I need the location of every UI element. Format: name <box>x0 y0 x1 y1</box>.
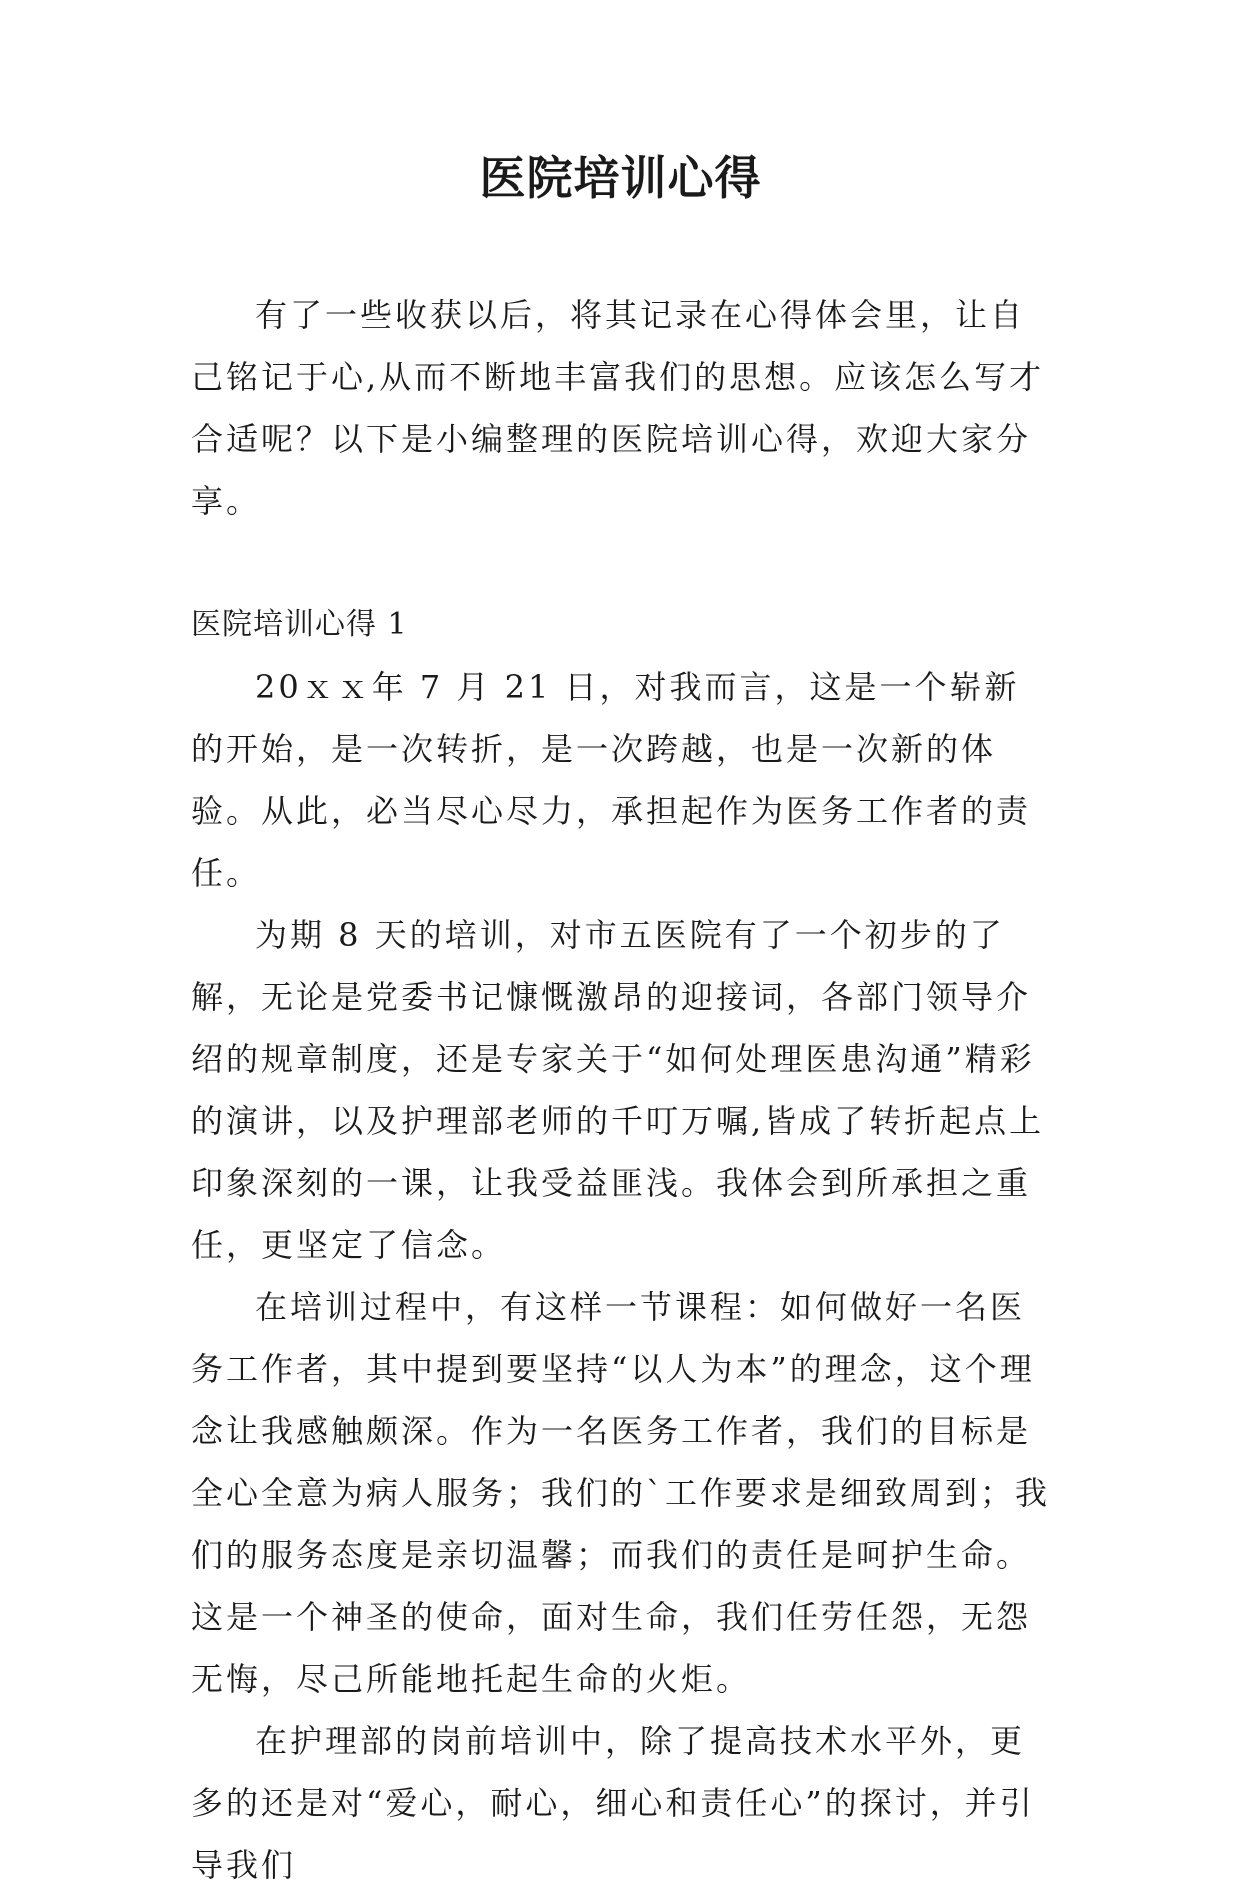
section-heading: 医院培训心得 1 <box>191 607 408 642</box>
body-paragraph-4: 在护理部的岗前培训中，除了提高技术水平外，更多的还是对“爱心，耐心，细心和责任心”的探讨，并引导我们 <box>191 1722 1035 1884</box>
body-paragraph-2: 为期 8 天的培训，对市五医院有了一个初步的了解，无论是党委书记慷慨激昂的迎接词，各部门领导介绍的规章制度，还是专家关于“如何处理医患沟通”精彩的演讲，以及护理部老师的千叮万嘱,皆成了转折起点上印象深刻的一课，让我受益匪浅。我体会到所承担之重任，更坚定了信念。 <box>191 916 1045 1264</box>
intro-paragraph: 有了一些收获以后，将其记录在心得体会里，让自己铭记于心,从而不断地丰富我们的思想。应该怎么写才合适呢？以下是小编整理的医院培训心得，欢迎大家分享。 <box>191 296 1045 520</box>
document-title: 医院培训心得 <box>479 151 762 205</box>
body-paragraph-3: 在培训过程中，有这样一节课程：如何做好一名医务工作者，其中提到要坚持“以人为本”的理念，这个理念让我感触颇深。作为一名医务工作者，我们的目标是全心全意为病人服务；我们的`工作要求是细致周到；我们的服务态度是亲切温馨；而我们的责任是呵护生命。这是一个神圣的使命，面对生命，我们任劳任怨，无怨无悔，尽己所能地托起生命的火炬。 <box>191 1288 1051 1698</box>
body-paragraph-1: 20ｘｘ年 7 月 21 日，对我而言，这是一个崭新的开始，是一次转折，是一次跨越，也是一次新的体验。从此，必当尽心尽力，承担起作为医务工作者的责任。 <box>191 668 1032 892</box>
document-body <box>191 284 1051 1896</box>
